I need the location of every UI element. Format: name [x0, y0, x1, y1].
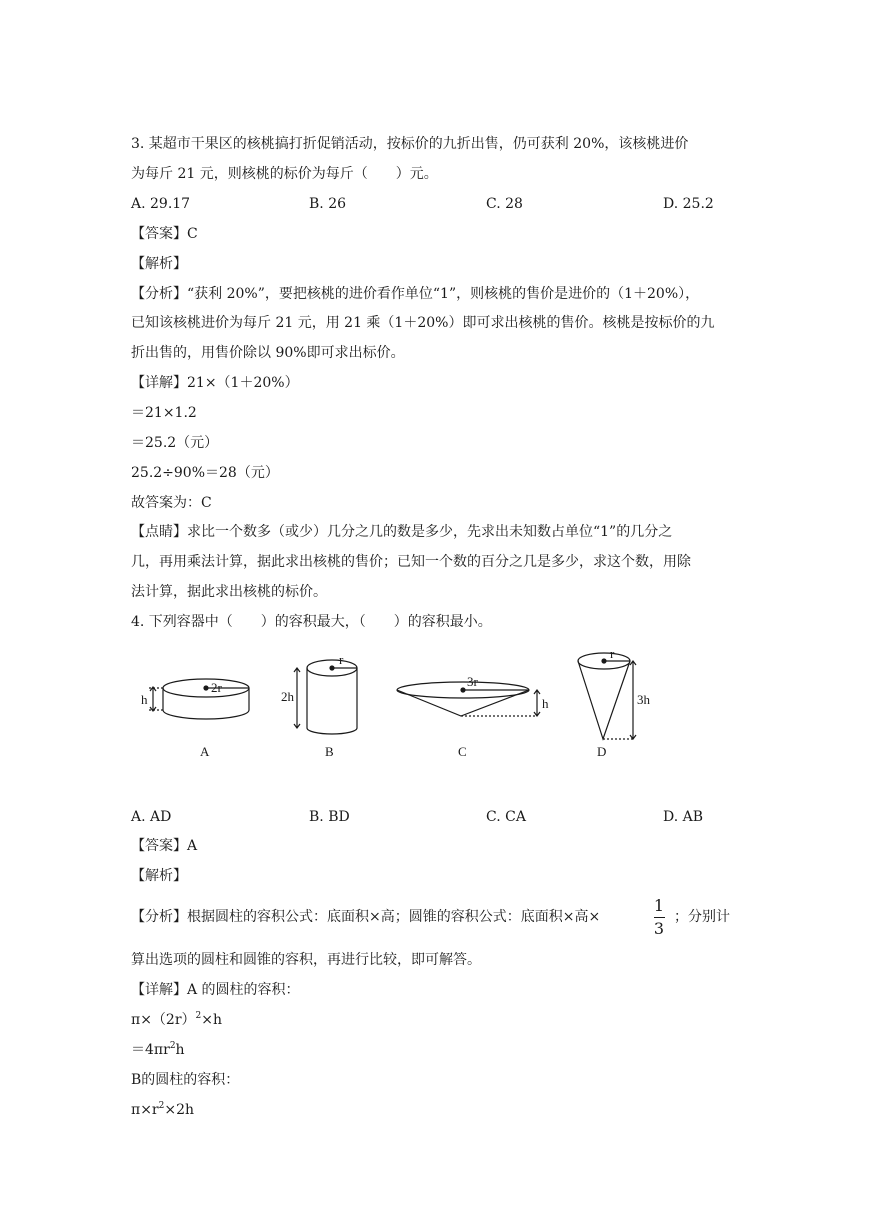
- formula-tail: ×h: [201, 1012, 223, 1028]
- q4-option-c: C. CA: [486, 809, 526, 825]
- cone-c-h-label: h: [542, 696, 549, 711]
- formula-text: π×r: [131, 1102, 159, 1118]
- q4-jiexi-heading: 【解析】: [131, 868, 187, 884]
- fraction-denominator: 3: [653, 919, 665, 938]
- q3-detail-line-3: ＝25.2（元）: [131, 435, 219, 451]
- fraction-bar: [654, 917, 665, 918]
- cone-d-label: D: [597, 744, 607, 759]
- q4-detail-a-formula: [131, 1010, 222, 1030]
- q3-detail-line-5: 故答案为：C: [131, 495, 212, 511]
- cylinder-a-h-label: h: [141, 692, 148, 707]
- q3-jiexi-heading: 【解析】: [131, 256, 187, 272]
- q4-option-d: D. AB: [663, 809, 704, 825]
- q3-comment-line-2: 几，再用乘法计算，据此求出核桃的售价；已知一个数的百分之几是多少，求这个数，用除: [131, 554, 691, 570]
- formula-tail: h: [175, 1042, 185, 1058]
- cylinder-b-h-label: 2h: [281, 689, 294, 704]
- cone-c-label: C: [458, 744, 467, 759]
- q4-answer: 【答案】A: [131, 838, 198, 854]
- cone-c-r-label: 3r: [467, 674, 478, 689]
- q4-detail-b-heading: B的圆柱的容积：: [131, 1072, 240, 1088]
- q3-analysis-line-2: 已知该核桃进价为每斤 21 元，用 21 乘（1＋20%）即可求出核桃的售价。核桃是按标价的九: [131, 315, 715, 331]
- exponent: 2: [158, 1101, 165, 1111]
- q3-detail-line-2: ＝21×1.2: [131, 405, 197, 421]
- q3-option-d: D. 25.2: [663, 196, 714, 212]
- q4-analysis-line-1: 【分析】根据圆柱的容积公式：底面积×高；圆锥的容积公式：底面积×高×: [131, 909, 601, 925]
- q4-detail-a-result: [131, 1040, 185, 1060]
- exponent: 2: [195, 1011, 202, 1021]
- q4-option-b: B. BD: [309, 809, 350, 825]
- q3-option-b: B. 26: [309, 196, 347, 212]
- cylinder-a-label: A: [200, 744, 210, 759]
- q3-stem-line-2: 为每斤 21 元，则核桃的标价为每斤（ ）元。: [131, 166, 438, 182]
- cone-d: [578, 646, 651, 759]
- cylinder-a-r-label: 2r: [211, 680, 222, 695]
- q3-analysis-line-3: 折出售的，用售价除以 90%即可求出标价。: [131, 345, 405, 361]
- q3-answer: 【答案】C: [131, 226, 198, 242]
- formula-tail: ×2h: [164, 1102, 195, 1118]
- q3-detail-line-4: 25.2÷90%＝28（元）: [131, 465, 279, 481]
- q4-stem: 4. 下列容器中（ ）的容积最大，（ ）的容积最小。: [131, 614, 492, 630]
- q3-detail-line-1: 【详解】21×（1＋20%）: [131, 375, 299, 391]
- q3-comment-line-3: 法计算，据此求出核桃的标价。: [131, 584, 327, 600]
- cylinder-b-label: B: [325, 744, 334, 759]
- one-third-fraction: [650, 896, 668, 939]
- fraction-numerator: 1: [653, 896, 665, 915]
- q3-comment-line-1: 【点睛】求比一个数多（或少）几分之几的数是多少，先求出未知数占单位“1”的几分之: [131, 524, 673, 540]
- q4-analysis-line-2: 算出选项的圆柱和圆锥的容积，再进行比较，即可解答。: [131, 952, 481, 968]
- q3-stem-line-1: 3. 某超市干果区的核桃搞打折促销活动，按标价的九折出售，仍可获利 20%，该核桃进价: [131, 136, 689, 152]
- q4-detail-heading: 【详解】A 的圆柱的容积：: [131, 982, 300, 998]
- cylinder-b: [281, 652, 357, 759]
- q3-option-a: A. 29.17: [131, 196, 191, 212]
- cylinder-b-r-label: r: [339, 652, 344, 667]
- q4-container-figure: [131, 644, 691, 769]
- cylinder-a: [141, 679, 249, 759]
- q4-detail-b-formula: [131, 1100, 194, 1120]
- cone-d-h-label: 3h: [637, 692, 650, 707]
- q3-analysis-line-1: 【分析】“获利 20%”，要把核桃的进价看作单位“1”，则核桃的售价是进价的（1＋20%），: [131, 286, 700, 302]
- exponent: 2: [169, 1041, 176, 1051]
- formula-text: π×（2r）: [131, 1012, 196, 1028]
- cone-c: [397, 674, 549, 759]
- formula-text: ＝4πr: [131, 1042, 170, 1058]
- cone-d-r-label: r: [610, 646, 615, 661]
- q3-option-c: C. 28: [486, 196, 523, 212]
- q4-analysis-line-1-tail: ；分别计: [674, 909, 730, 925]
- q4-option-a: A. AD: [131, 809, 172, 825]
